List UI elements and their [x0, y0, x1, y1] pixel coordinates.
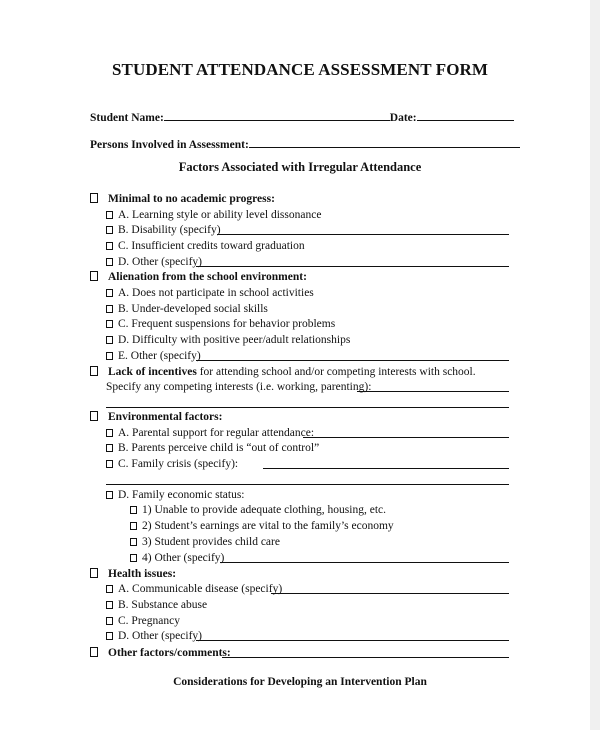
checklist-item[interactable]: [106, 223, 221, 237]
checkbox-icon[interactable]: [106, 491, 113, 499]
section-alienation[interactable]: [90, 270, 307, 284]
section-incentives[interactable]: [90, 365, 476, 379]
item-label: C. Frequent suspensions for behavior problems: [118, 318, 336, 330]
date-line[interactable]: [417, 108, 514, 121]
section-heading: Factors Associated with Irregular Attendance: [178, 160, 422, 174]
checkbox-icon[interactable]: [106, 460, 113, 468]
checklist-item[interactable]: [106, 426, 314, 440]
checkbox-icon[interactable]: [106, 289, 113, 297]
checklist-item[interactable]: [106, 598, 207, 612]
section-other-factors[interactable]: [90, 646, 231, 660]
specify-line[interactable]: [357, 390, 509, 392]
specify-line[interactable]: [271, 592, 509, 594]
section-label: Other factors/comments:: [108, 647, 231, 659]
checkbox-icon[interactable]: [130, 538, 137, 546]
specify-line[interactable]: [217, 233, 509, 235]
item-label: 3) Student provides child care: [142, 536, 280, 548]
item-label: B. Disability (specify): [118, 224, 221, 236]
checkbox-icon[interactable]: [130, 522, 137, 530]
checkbox-icon[interactable]: [106, 429, 113, 437]
specify-line[interactable]: [196, 639, 509, 641]
checklist-item[interactable]: [106, 488, 244, 502]
checkbox-icon[interactable]: [106, 617, 113, 625]
checkbox-icon[interactable]: [106, 226, 113, 234]
item-label: B. Substance abuse: [118, 599, 208, 611]
specify-line[interactable]: [303, 436, 509, 438]
competing-interests-label: Specify any competing interests (i.e. working, parenting):: [106, 381, 372, 393]
item-label: B. Parents perceive child is “out of control”: [118, 442, 320, 454]
item-label: D. Difficulty with positive peer/adult relationships: [118, 334, 351, 346]
item-label: 2) Student’s earnings are vital to the family’s economy: [142, 520, 394, 532]
checkbox-icon[interactable]: [90, 411, 98, 421]
checkbox-icon[interactable]: [106, 211, 113, 219]
checklist-subitem[interactable]: [130, 519, 394, 533]
item-label: C. Insufficient credits toward graduation: [118, 240, 305, 252]
item-label: 4) Other (specify): [142, 552, 225, 564]
checklist-item[interactable]: [106, 302, 268, 316]
item-label: E. Other (specify): [118, 350, 201, 362]
section-label: Environmental factors:: [108, 411, 223, 423]
checkbox-icon[interactable]: [90, 193, 98, 203]
checkbox-icon[interactable]: [90, 647, 98, 657]
checkbox-icon[interactable]: [130, 506, 137, 514]
checkbox-icon[interactable]: [106, 601, 113, 609]
checklist-subitem[interactable]: [130, 535, 280, 549]
section-label: Minimal to no academic progress:: [108, 193, 275, 205]
comments-line[interactable]: [222, 656, 509, 658]
checklist-item[interactable]: [106, 441, 319, 455]
student-name-label: Student Name:: [90, 112, 164, 124]
checkbox-icon[interactable]: [106, 444, 113, 452]
section-label-rest: for attending school and/or competing interests with school.: [196, 366, 476, 378]
intervention-plan-heading: Considerations for Developing an Intervention Plan: [173, 676, 427, 688]
section-environmental[interactable]: [90, 410, 222, 424]
section-health[interactable]: [90, 567, 176, 581]
checklist-item[interactable]: [106, 629, 202, 643]
checkbox-icon[interactable]: [106, 320, 113, 328]
date-label: Date:: [389, 112, 417, 124]
checkbox-icon[interactable]: [106, 632, 113, 640]
page-edge: [590, 0, 600, 730]
specify-line[interactable]: [106, 483, 509, 485]
checklist-subitem[interactable]: [130, 551, 224, 565]
section-label: Health issues:: [108, 568, 177, 580]
checklist-item[interactable]: [106, 255, 202, 269]
specify-line[interactable]: [196, 359, 509, 361]
persons-involved-line[interactable]: [249, 135, 520, 148]
checkbox-icon[interactable]: [90, 568, 98, 578]
checklist-item[interactable]: [106, 349, 201, 363]
checkbox-icon[interactable]: [106, 352, 113, 360]
item-label: B. Under-developed social skills: [118, 303, 268, 315]
checklist-item[interactable]: [106, 208, 321, 222]
checkbox-icon[interactable]: [90, 366, 98, 376]
checkbox-icon[interactable]: [106, 258, 113, 266]
checklist-item[interactable]: [106, 239, 305, 253]
checkbox-icon[interactable]: [90, 271, 98, 281]
specify-line[interactable]: [196, 265, 509, 267]
item-label: D. Family economic status:: [118, 489, 245, 501]
section-label: Lack of incentives: [108, 366, 197, 378]
checklist-item[interactable]: [106, 614, 180, 628]
item-label: C. Family crisis (specify):: [118, 458, 239, 470]
persons-involved-label: Persons Involved in Assessment:: [90, 139, 249, 151]
item-label: A. Does not participate in school activities: [118, 287, 314, 299]
section-label: Alienation from the school environment:: [108, 271, 307, 283]
checkbox-icon[interactable]: [106, 585, 113, 593]
checklist-item[interactable]: [106, 317, 335, 331]
specify-line[interactable]: [263, 467, 509, 469]
item-label: D. Other (specify): [118, 630, 202, 642]
item-label: D. Other (specify): [118, 256, 202, 268]
checkbox-icon[interactable]: [106, 242, 113, 250]
specify-line[interactable]: [106, 406, 509, 408]
student-name-line[interactable]: [164, 108, 390, 121]
checklist-item[interactable]: [106, 333, 350, 347]
checklist-item[interactable]: [106, 286, 314, 300]
item-label: A. Communicable disease (specify): [118, 583, 283, 595]
item-label: A. Parental support for regular attendance:: [118, 427, 315, 439]
checkbox-icon[interactable]: [130, 554, 137, 562]
item-label: A. Learning style or ability level dissonance: [118, 209, 322, 221]
checkbox-icon[interactable]: [106, 305, 113, 313]
persons-involved-field[interactable]: [90, 135, 520, 151]
checklist-item[interactable]: [106, 457, 238, 471]
checkbox-icon[interactable]: [106, 336, 113, 344]
form-title: STUDENT ATTENDANCE ASSESSMENT FORM: [111, 60, 489, 79]
item-label: 1) Unable to provide adequate clothing, housing, etc.: [142, 504, 386, 516]
item-label: C. Pregnancy: [118, 615, 180, 627]
checklist-subitem[interactable]: [130, 503, 386, 517]
section-academic-progress[interactable]: [90, 192, 275, 206]
student-name-field[interactable]: [90, 108, 514, 124]
checklist-item[interactable]: [106, 582, 282, 596]
specify-line[interactable]: [220, 561, 509, 563]
